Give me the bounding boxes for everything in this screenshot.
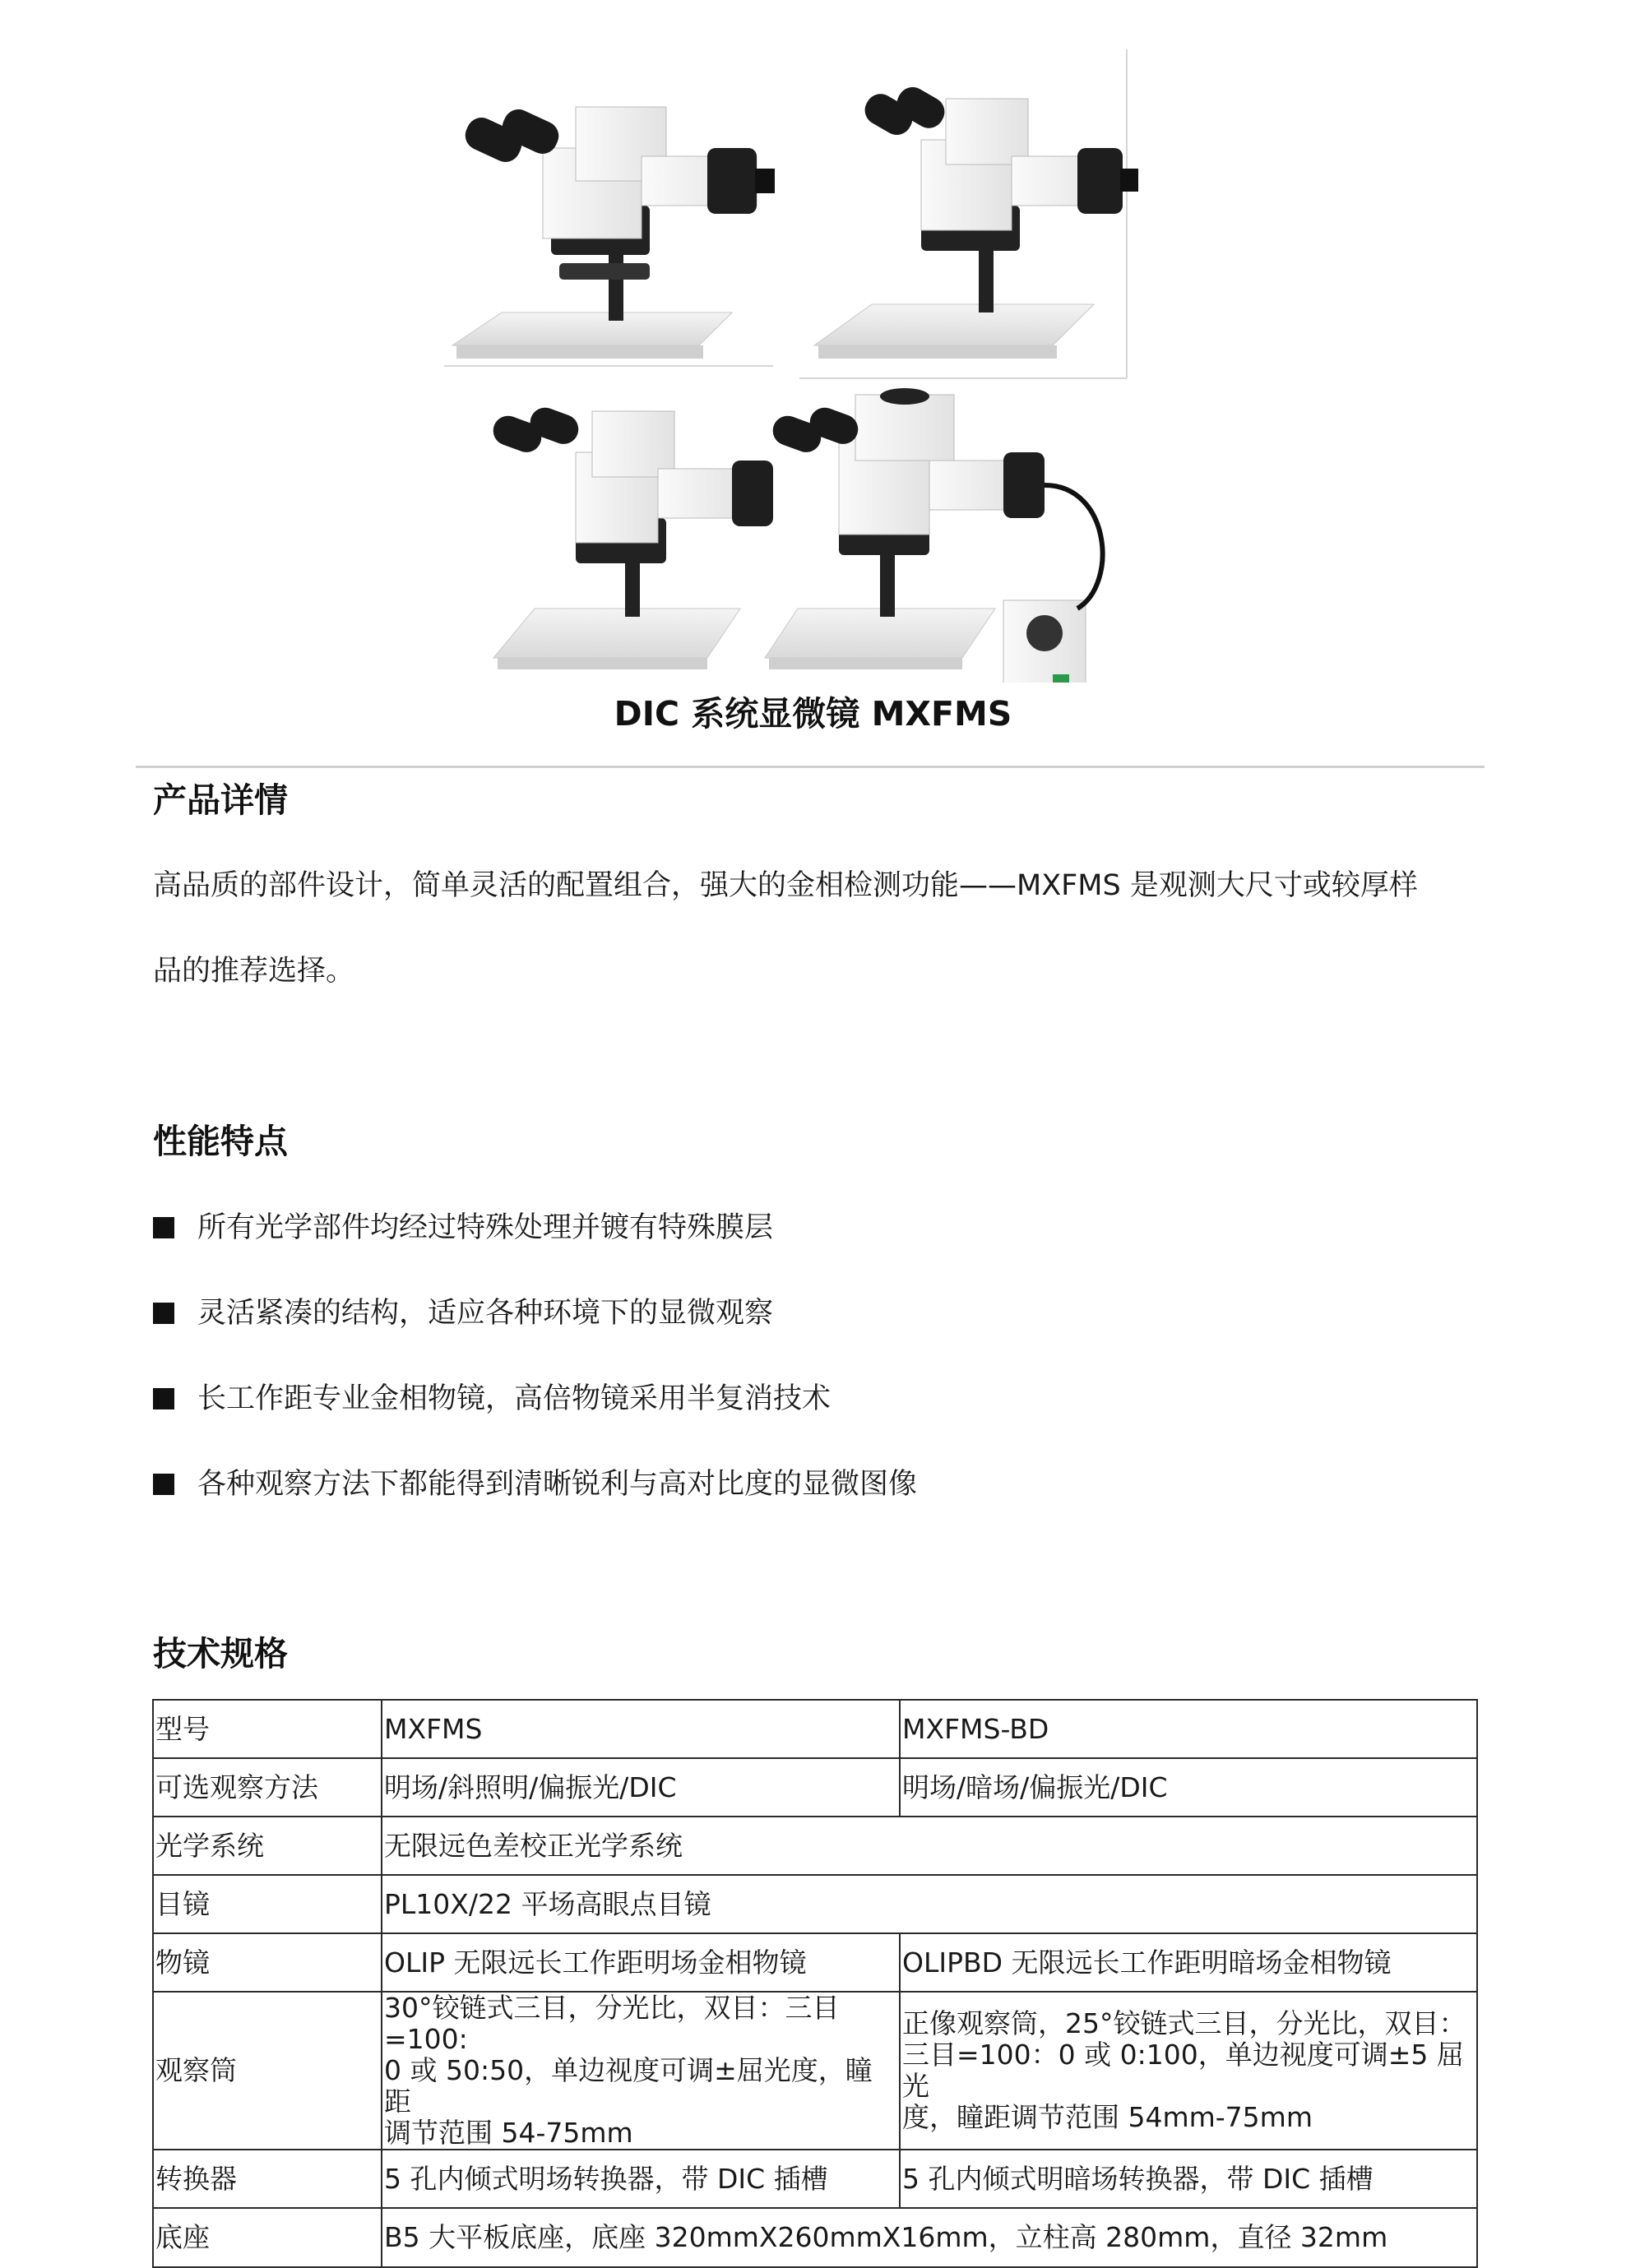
spec-value-mxfms: 5 孔内倾式明场转换器，带 DIC 插槽	[382, 2150, 900, 2208]
microscope-image-1	[452, 104, 775, 359]
table-row	[153, 1992, 1477, 2150]
microscope-image-3	[489, 404, 773, 669]
spec-label: 型号	[153, 1700, 382, 1758]
table-row	[153, 1933, 1477, 1992]
product-title: DIC 系统显微镜 MXFMS	[614, 694, 1012, 734]
spec-value-mxfms-bd: OLIPBD 无限远长工作距明暗场金相物镜	[900, 1933, 1477, 1992]
spec-value-mxfms-bd: MXFMS-BD	[900, 1700, 1477, 1758]
details-paragraph-line-1: 高品质的部件设计，简单灵活的配置组合，强大的金相检测功能——MXFMS 是观测大尺寸或较厚样	[153, 869, 1418, 902]
spec-value-shared: 无限远色差校正光学系统	[382, 1817, 1477, 1875]
spec-value-mxfms-bd: 明场/暗场/偏振光/DIC	[900, 1758, 1477, 1817]
spec-value-line: 30°铰链式三目，分光比，双目：三目=100:	[384, 1992, 840, 2055]
spec-table	[152, 1699, 1478, 2268]
table-row	[153, 2150, 1477, 2208]
spec-label: 转换器	[153, 2150, 382, 2208]
spec-value-shared: PL10X/22 平场高眼点目镜	[382, 1875, 1477, 1933]
table-row	[153, 1700, 1477, 1758]
feature-item	[153, 1208, 773, 1247]
details-paragraph-line-2: 品的推荐选择。	[153, 955, 355, 988]
spec-value-mxfms: 明场/斜照明/偏振光/DIC	[382, 1758, 900, 1817]
spec-label: 观察筒	[153, 1992, 382, 2150]
feature-item-text: 灵活紧凑的结构，适应各种环境下的显微观察	[197, 1297, 774, 1330]
spec-value-mxfms: MXFMS	[382, 1700, 900, 1758]
spec-value-line: 0 或 50:50，单边视度可调±屈光度，瞳距	[384, 2054, 873, 2118]
microscope-image-4	[765, 388, 1103, 683]
bullet-square-icon	[153, 1388, 174, 1409]
bullet-square-icon	[153, 1303, 174, 1324]
spec-label: 光学系统	[153, 1817, 382, 1875]
spec-value-mxfms-bd: 5 孔内倾式明暗场转换器，带 DIC 插槽	[900, 2150, 1477, 2208]
feature-item-text: 长工作距专业金相物镜，高倍物镜采用半复消技术	[197, 1382, 832, 1415]
features-heading: 性能特点	[153, 1122, 288, 1161]
spec-label: 物镜	[153, 1933, 382, 1992]
spec-value-line: 正像观察筒，25°铰链式三目，分光比，双目：	[902, 2007, 1466, 2039]
spec-value-mxfms: OLIP 无限远长工作距明场金相物镜	[382, 1933, 900, 1992]
feature-item	[153, 1379, 831, 1419]
spec-value-line: 三目=100：0 或 0:100，单边视度可调±5 屈光	[902, 2039, 1464, 2102]
feature-item-text: 所有光学部件均经过特殊处理并镀有特殊膜层	[197, 1211, 774, 1244]
details-heading: 产品详情	[153, 780, 288, 820]
spec-label: 目镜	[153, 1875, 382, 1933]
microscope-image-2	[814, 81, 1138, 359]
feature-item	[153, 1465, 917, 1504]
bullet-square-icon	[153, 1217, 174, 1238]
specs-heading: 技术规格	[153, 1634, 288, 1673]
table-row	[153, 1817, 1477, 1875]
feature-item	[153, 1294, 773, 1333]
divider	[136, 766, 1485, 768]
spec-value-mxfms	[382, 1992, 900, 2150]
product-figure	[444, 49, 1168, 683]
bullet-square-icon	[153, 1474, 174, 1495]
microscope-product-photos	[444, 49, 1168, 683]
table-row	[153, 2208, 1477, 2267]
feature-item-text: 各种观察方法下都能得到清晰锐利与高对比度的显微图像	[197, 1468, 918, 1501]
spec-value-mxfms-bd	[900, 1992, 1477, 2150]
table-row	[153, 1758, 1477, 1817]
spec-label: 可选观察方法	[153, 1758, 382, 1817]
spec-value-line: 调节范围 54-75mm	[384, 2117, 633, 2149]
spec-value-shared: B5 大平板底座，底座 320mmX260mmX16mm，立柱高 280mm，直径 32mm	[382, 2208, 1477, 2267]
spec-value-line: 度，瞳距调节范围 54mm-75mm	[902, 2101, 1313, 2133]
table-row	[153, 1875, 1477, 1933]
spec-label: 底座	[153, 2208, 382, 2267]
